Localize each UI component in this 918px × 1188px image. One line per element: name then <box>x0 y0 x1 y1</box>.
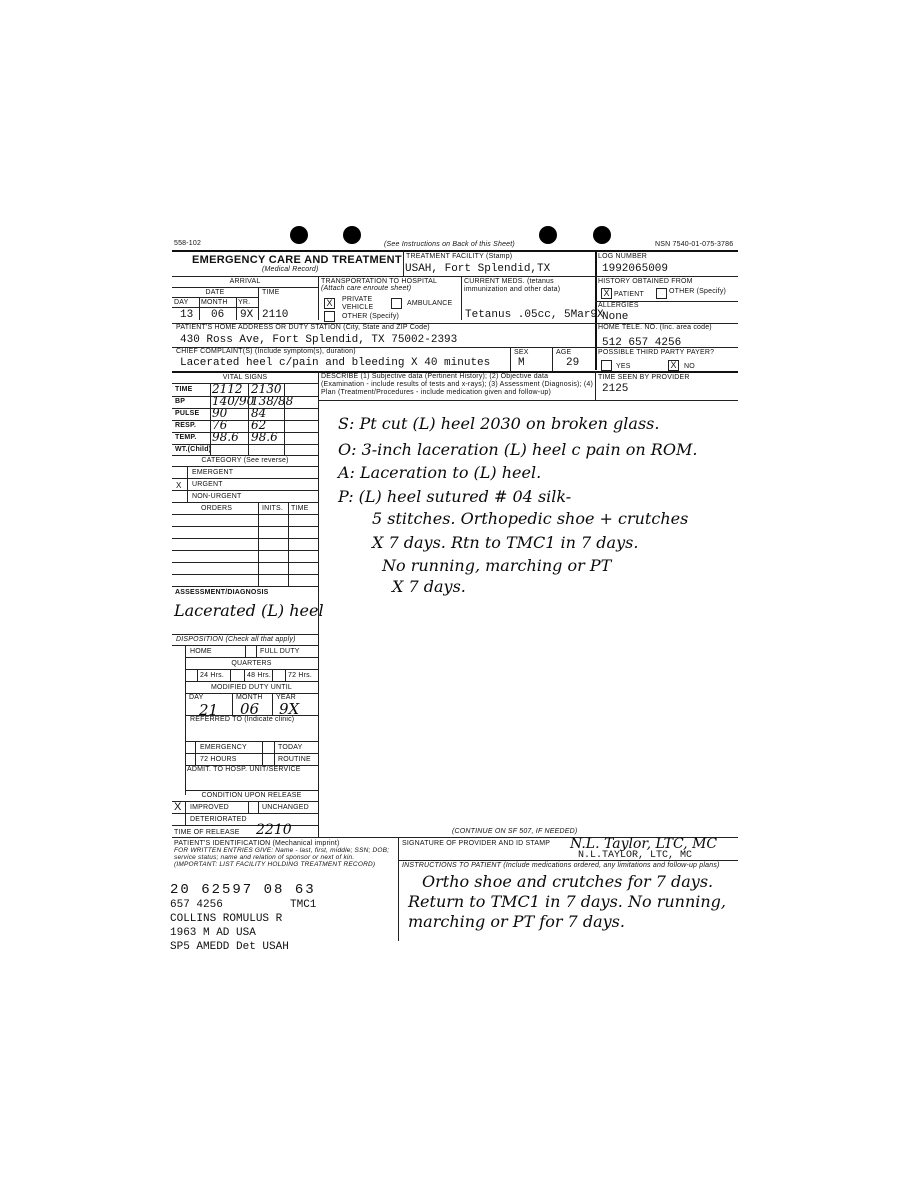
disposition-24hrs[interactable]: 24 Hrs. <box>200 672 224 679</box>
rule <box>398 860 738 861</box>
third-party-yes-label: YES <box>616 363 631 370</box>
rule <box>230 669 231 681</box>
orders-inits-label: INITS. <box>262 505 284 512</box>
rule <box>272 669 273 681</box>
vitals-value: 2112 <box>212 382 243 396</box>
disposition-referred: REFERRED TO (Indicate clinic) <box>190 716 295 723</box>
rule <box>318 400 738 401</box>
transport-other-label: OTHER (Specify) <box>342 313 400 320</box>
id-line-2b: TMC1 <box>290 899 317 911</box>
arrival-yr-label: YR. <box>238 299 251 306</box>
rule <box>172 455 318 456</box>
note-line: X 7 days. Rtn to TMC1 in 7 days. <box>372 533 639 552</box>
rule <box>403 251 404 276</box>
history-patient-label: PATIENT <box>614 291 644 298</box>
allergies-label: ALLERGIES <box>598 302 639 309</box>
form-subtitle: (Medical Record) <box>262 266 319 273</box>
rule <box>185 657 318 658</box>
rule <box>172 478 318 479</box>
rule <box>172 825 318 826</box>
home-tele: 512 657 4256 <box>602 337 682 349</box>
transport-other-checkbox[interactable] <box>324 311 335 322</box>
rule <box>172 383 318 384</box>
condition-improved[interactable]: IMPROVED <box>190 804 229 811</box>
vitals-value: 138/88 <box>251 394 294 408</box>
rule <box>187 466 188 502</box>
vitals-row-label: TIME <box>175 386 193 393</box>
form-title: EMERGENCY CARE AND TREATMENT <box>192 254 402 266</box>
arrival-label: ARRIVAL <box>229 278 261 285</box>
category-urgent-mark[interactable]: X <box>176 481 182 490</box>
condition-improved-mark[interactable]: X <box>174 801 182 813</box>
history-label: HISTORY OBTAINED FROM <box>598 278 693 285</box>
rule <box>172 574 318 575</box>
history-other-checkbox[interactable] <box>656 288 667 299</box>
disposition-72hrs[interactable]: 72 Hrs. <box>288 672 312 679</box>
rule <box>172 813 318 814</box>
vitals-value: 98.6 <box>212 430 239 444</box>
signature-label: SIGNATURE OF PROVIDER AND ID STAMP <box>402 840 551 847</box>
rule <box>172 466 318 467</box>
rule <box>199 297 200 320</box>
disposition-mod-day: 21 <box>199 701 219 719</box>
rule <box>248 801 249 813</box>
vitals-row-label: WT.(Child) <box>175 446 212 453</box>
vitals-row-label: RESP. <box>175 422 197 429</box>
rule <box>248 383 249 455</box>
punch-hole <box>539 226 557 244</box>
signature-stamp: N.L.TAYLOR, LTC, MC <box>578 850 693 861</box>
third-party-no-label: NO <box>684 363 695 370</box>
rule <box>185 790 318 791</box>
arrival-day-label: DAY <box>174 299 189 306</box>
rule <box>172 287 318 288</box>
note-line: X 7 days. <box>392 577 466 596</box>
rule <box>510 347 511 371</box>
rule <box>245 645 246 657</box>
rule <box>172 634 318 635</box>
sex: M <box>518 357 525 369</box>
patient-instructions-label: INSTRUCTIONS TO PATIENT (Include medications ordered, any limitations and follow-up plans) <box>402 862 720 869</box>
rule <box>185 741 318 742</box>
disposition-admit[interactable]: ADMIT. TO HOSP. UNIT/SERVICE <box>187 766 301 773</box>
rule <box>197 669 198 681</box>
disposition-day-label: DAY <box>189 694 204 701</box>
rule <box>185 681 318 682</box>
rule <box>284 383 285 455</box>
category-urgent[interactable]: URGENT <box>192 481 223 488</box>
rule <box>258 801 259 813</box>
disposition-routine[interactable]: ROUTINE <box>278 756 311 763</box>
third-party-no-checkbox[interactable]: X <box>668 360 679 371</box>
note-line: A: Laceration to (L) heel. <box>338 463 542 482</box>
note-line: S: Pt cut (L) heel 2030 on broken glass. <box>338 414 660 433</box>
vitals-row-label: BP <box>175 398 186 405</box>
category-emergent[interactable]: EMERGENT <box>192 469 234 476</box>
identification-sub: FOR WRITTEN ENTRIES GIVE: Name - last, first, middle; SSN; DOB; service status; name and relation of sponsor or next of kin. (IMPORTANT: LIST FACILITY HOLDING TREATMENT RECORD) <box>174 847 390 868</box>
punch-hole <box>290 226 308 244</box>
rule <box>244 669 245 681</box>
current-meds: Tetanus .05cc, 5Mar9X <box>465 309 604 321</box>
rule <box>172 396 318 397</box>
arrival-day: 13 <box>180 309 194 321</box>
disposition-label: DISPOSITION (Check all that apply) <box>176 636 296 643</box>
signature-hand: N.L. Taylor, LTC, MC <box>570 836 718 852</box>
log-number: 1992065009 <box>602 263 669 275</box>
category-label: CATEGORY (See reverse) <box>201 457 289 464</box>
rule <box>172 514 318 515</box>
rule <box>272 693 273 715</box>
disposition-emergency[interactable]: EMERGENCY <box>200 744 247 751</box>
rule <box>232 693 233 715</box>
identification-label: PATIENT'S IDENTIFICATION (Mechanical imprint) <box>174 840 340 847</box>
vitals-value: 2130 <box>251 382 282 396</box>
rule <box>461 276 462 320</box>
address-label: PATIENT'S HOME ADDRESS OR DUTY STATION (City, State and ZIP Code) <box>176 324 430 331</box>
disposition-year-label: YEAR <box>276 694 296 701</box>
assessment-label: ASSESSMENT/DIAGNOSIS <box>175 589 269 596</box>
ambulance-checkbox[interactable] <box>391 298 402 309</box>
address: 430 Ross Ave, Fort Splendid, TX 75002-2393 <box>180 334 458 346</box>
private-vehicle-checkbox[interactable]: X <box>324 298 335 309</box>
disposition-today[interactable]: TODAY <box>278 744 303 751</box>
private-vehicle-label: PRIVATE VEHICLE <box>342 296 374 311</box>
rule <box>172 562 318 563</box>
rule <box>172 408 318 409</box>
history-patient-checkbox[interactable]: X <box>601 288 612 299</box>
rule <box>318 276 319 320</box>
disposition-quarters: QUARTERS <box>231 660 272 667</box>
vitals-value: 98.6 <box>251 430 278 444</box>
disposition-mod-month: 06 <box>240 700 260 718</box>
disposition-month-label: MONTH <box>236 694 263 701</box>
disposition-mod-year: 9X <box>279 700 300 718</box>
condition-deteriorated[interactable]: DETERIORATED <box>190 816 247 823</box>
third-party-yes-checkbox[interactable] <box>601 360 612 371</box>
rule <box>285 669 286 681</box>
rule <box>172 538 318 539</box>
id-line-3: COLLINS ROMULUS R <box>170 913 283 925</box>
log-number-label: LOG NUMBER <box>598 253 648 260</box>
rule <box>172 801 318 802</box>
rule <box>210 383 211 455</box>
instruction-line: marching or PT for 7 days. <box>408 912 625 931</box>
id-line-2a: 657 4256 <box>170 899 223 911</box>
punch-hole <box>343 226 361 244</box>
rule <box>172 502 318 503</box>
current-meds-label: CURRENT MEDS. (tetanus immunization and other data) <box>464 278 561 293</box>
release-label: TIME OF RELEASE <box>174 829 240 836</box>
arrival-month: 06 <box>211 309 225 321</box>
orders-time-label: TIME <box>291 505 309 512</box>
id-line-4: 1963 M AD USA <box>170 927 256 939</box>
id-line-1: 20 62597 08 63 <box>170 882 316 898</box>
disposition-48hrs[interactable]: 48 Hrs. <box>247 672 271 679</box>
describe-label: DESCRIBE (1) Subjective data (Pertinent History); (2) Objective data (Examination - include results of tests and x-rays); (3) Assessment (Diagnosis); (4) Plan (Treatment/Procedures - include medication given and follow-up) <box>321 373 593 396</box>
rule <box>172 432 318 433</box>
rule <box>172 586 318 587</box>
continue-note: (CONTINUE ON SF 507, IF NEEDED) <box>452 828 578 835</box>
rule <box>172 444 318 445</box>
arrival-time: 2110 <box>262 309 289 321</box>
treatment-facility-label: TREATMENT FACILITY (Stamp) <box>406 253 513 260</box>
ambulance-label: AMBULANCE <box>407 300 453 307</box>
rule <box>172 307 258 308</box>
note-line: P: (L) heel sutured # 04 silk- <box>338 487 572 506</box>
home-tele-label: HOME TELE. NO. (Inc. area code) <box>598 324 712 331</box>
rule <box>172 490 318 491</box>
nsn: NSN 7540-01-075-3786 <box>655 241 734 248</box>
vitals-label: VITAL SIGNS <box>222 374 268 381</box>
arrival-yr: 9X <box>240 309 254 321</box>
rule <box>256 645 257 657</box>
vitals-value: 90 <box>212 406 228 420</box>
rule <box>552 347 553 371</box>
rule <box>172 550 318 551</box>
rule <box>172 276 738 277</box>
history-other-label: OTHER (Specify) <box>669 288 727 295</box>
note-line: No running, marching or PT <box>382 556 612 575</box>
disposition-full-duty[interactable]: FULL DUTY <box>260 648 300 655</box>
form-number: 558-102 <box>174 240 202 247</box>
rule <box>185 753 318 754</box>
id-line-5: SP5 AMEDD Det USAH <box>170 941 289 953</box>
arrival-time-label: TIME <box>262 289 280 296</box>
transportation-label: TRANSPORTATION TO HOSPITAL <box>321 278 438 285</box>
category-non-urgent[interactable]: NON-URGENT <box>192 493 242 500</box>
orders-label: ORDERS <box>201 505 233 512</box>
complaint-label: CHIEF COMPLAINT(S) (Include symptom(s), duration) <box>176 348 356 355</box>
disposition-modified: MODIFIED DUTY UNTIL <box>210 684 293 691</box>
sex-label: SEX <box>514 349 529 356</box>
condition-unchanged[interactable]: UNCHANGED <box>262 804 309 811</box>
transportation-sub: (Attach care enroute sheet) <box>321 285 412 292</box>
punch-hole <box>593 226 611 244</box>
rule <box>236 297 237 320</box>
disposition-72hours[interactable]: 72 HOURS <box>200 756 237 763</box>
arrival-month-label: MONTH <box>201 299 228 306</box>
vitals-value: 62 <box>251 418 267 432</box>
vitals-row-label: PULSE <box>175 410 200 417</box>
vitals-value: 76 <box>212 418 228 432</box>
complaint: Lacerated heel c/pain and bleeding X 40 minutes <box>180 357 491 369</box>
time-seen-label: TIME SEEN BY PROVIDER <box>598 374 690 381</box>
rule <box>595 371 596 401</box>
age-label: AGE <box>556 349 572 356</box>
rule <box>172 250 738 252</box>
third-party-label: POSSIBLE THIRD PARTY PAYER? <box>598 349 715 356</box>
note-line: O: 3-inch laceration (L) heel c pain on ROM. <box>338 440 698 459</box>
instruction-line: Return to TMC1 in 7 days. No running, <box>408 892 727 911</box>
rule <box>172 297 258 298</box>
vitals-row-label: TEMP. <box>175 434 197 441</box>
release-time: 2210 <box>256 822 292 838</box>
vitals-value: 140/90 <box>212 394 255 408</box>
rule <box>398 837 399 941</box>
instruction-line: Ortho shoe and crutches for 7 days. <box>422 872 714 891</box>
assessment: Lacerated (L) heel <box>174 601 324 620</box>
disposition-home[interactable]: HOME <box>190 648 212 655</box>
condition-label: CONDITION UPON RELEASE <box>201 792 302 799</box>
allergies: None <box>602 311 629 323</box>
note-line: 5 stitches. Orthopedic shoe + crutches <box>372 509 689 528</box>
instructions-note: (See Instructions on Back of this Sheet) <box>384 241 515 248</box>
time-seen: 2125 <box>602 383 629 395</box>
rule <box>172 420 318 421</box>
vitals-value: 84 <box>251 406 267 420</box>
rule <box>258 287 259 320</box>
arrival-date-label: DATE <box>205 289 225 296</box>
treatment-facility: USAH, Fort Splendid,TX <box>405 263 551 275</box>
rule <box>172 526 318 527</box>
rule <box>185 669 318 670</box>
age: 29 <box>566 357 580 369</box>
